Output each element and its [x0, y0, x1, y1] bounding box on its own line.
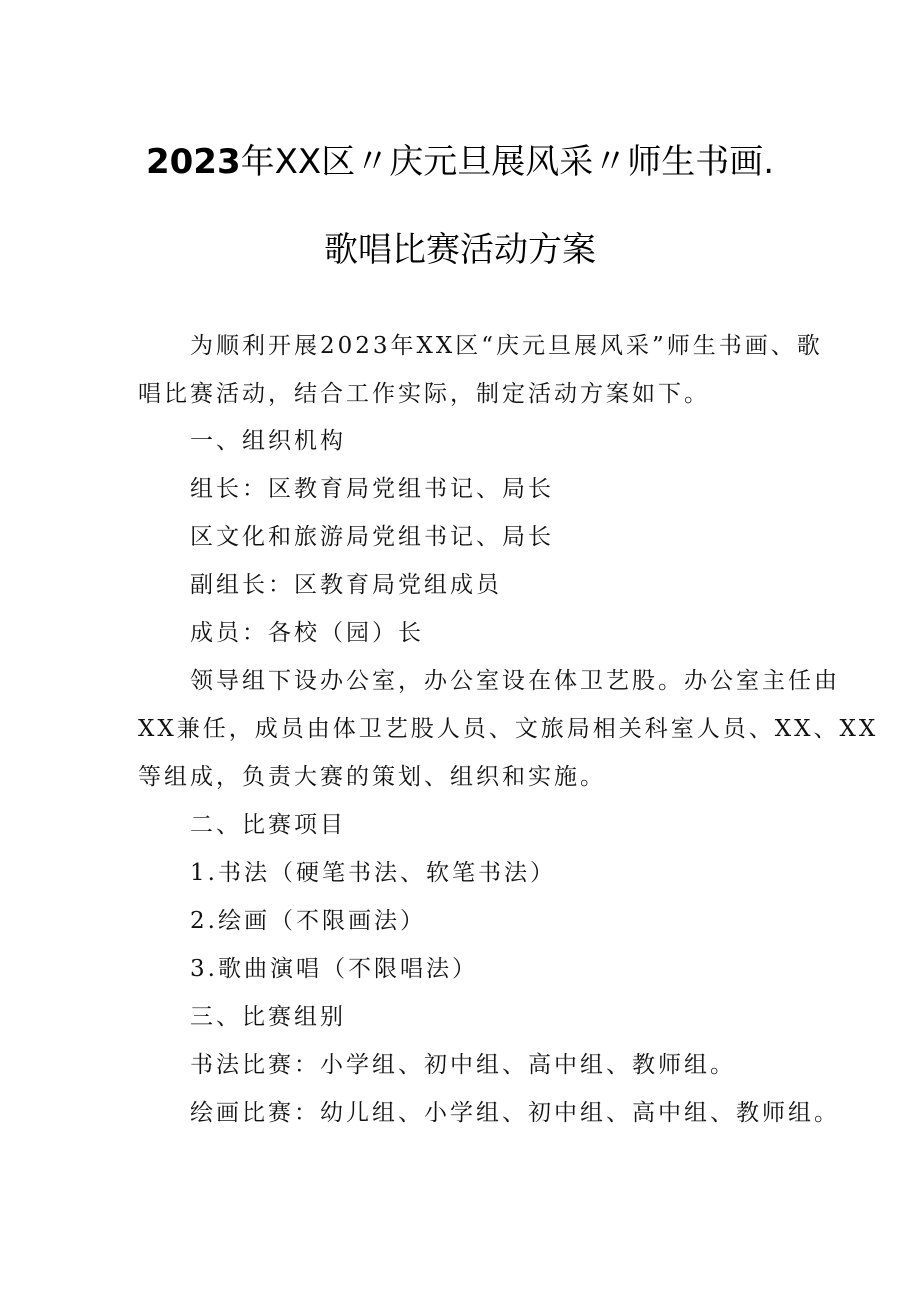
org-leader: 组长：区教育局党组书记、局长 — [190, 476, 554, 502]
section-heading-organization: 一、组织机构 — [190, 428, 346, 454]
org-members: 成员：各校（园）长 — [190, 620, 424, 646]
section-heading-events: 二、比赛项目 — [190, 812, 346, 838]
office-paragraph-line-3: 等组成，负责大赛的策划、组织和实施。 — [138, 764, 606, 790]
section-heading-groups: 三、比赛组别 — [190, 1004, 346, 1030]
event-item-calligraphy: 1.书法（硬笔书法、软笔书法） — [190, 860, 556, 886]
title-year: 2023 — [145, 142, 241, 182]
groups-calligraphy: 书法比赛：小学组、初中组、高中组、教师组。 — [190, 1052, 736, 1078]
event-item-singing: 3.歌曲演唱（不限唱法） — [190, 956, 478, 982]
office-paragraph-line-2: XX兼任，成员由体卫艺股人员、文旅局相关科室人员、XX、XX — [138, 716, 879, 742]
document-title-line-2: 歌唱比赛活动方案 — [324, 230, 596, 270]
groups-painting: 绘画比赛：幼儿组、小学组、初中组、高中组、教师组。 — [190, 1100, 840, 1126]
intro-paragraph-line-1: 为顺利开展2023年XX区“庆元旦展风采”师生书画、歌 — [190, 333, 823, 359]
office-paragraph-line-1: 领导组下设办公室，办公室设在体卫艺股。办公室主任由 — [190, 668, 840, 694]
title-text: 年XX区〃庆元旦展风采〃师生书画. — [240, 142, 775, 182]
intro-paragraph-line-2: 唱比赛活动，结合工作实际，制定活动方案如下。 — [138, 381, 710, 407]
event-item-painting: 2.绘画（不限画法） — [190, 908, 426, 934]
org-deputy-leader: 副组长：区教育局党组成员 — [190, 572, 502, 598]
document-title-line-1 — [0, 134, 920, 183]
org-leader-2: 区文化和旅游局党组书记、局长 — [190, 524, 554, 550]
